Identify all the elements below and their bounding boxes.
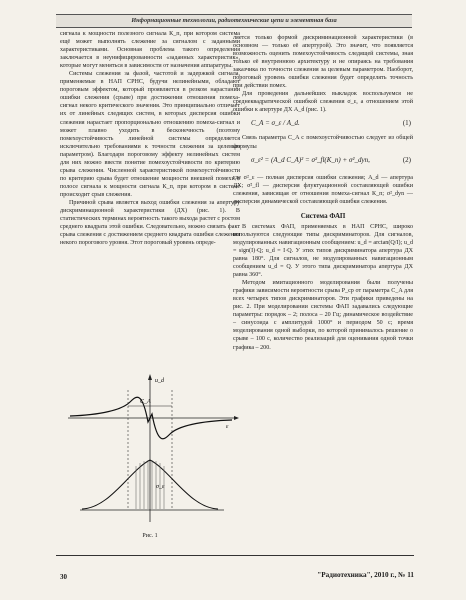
aperture-label: C_A bbox=[140, 399, 151, 405]
paragraph: Методом имитационного моделирования были получены графики зависимости вероятности срыва P_ср от параметра C_A для всех четырех типов дискриминаторов. Эти графики приведены на рис. 2. При моделировании системы ФАП задавались следующие параметры: порядок – 2; полоса – 20 Гц; динамическое воздействие – синусоида с амплитудой 1000° и периодом 50 с; время моделирования одной выборки, по которой принималось решение о срыве – 100 с, количество реализаций для оценивания одной точки графика – 200. bbox=[233, 280, 413, 351]
paragraph: Причиной срыва является выход ошибки слежения за апертуру дискриминационной характеристики (ДХ) (рис. 1). В статистических терминах вероятность такого выхода растет с ростом среднего квадрата этой ошибки. Следовательно, можно связать факт срыва слежения с достижением среднего квадрата ошибки слежения некого порогового уровня. Этот пороговый уровень опреде- bbox=[60, 199, 240, 247]
x-axis-arrow bbox=[234, 416, 239, 420]
ud-axis-label: u_d bbox=[155, 378, 164, 384]
x-axis-label: ε bbox=[226, 424, 229, 430]
formula-2 bbox=[233, 154, 413, 171]
paragraph: Связь параметра C_A с помехоустойчивостью следует из общей формулы bbox=[233, 135, 413, 150]
section-title: Система ФАП bbox=[300, 211, 346, 220]
formula-1 bbox=[233, 117, 413, 131]
figure-1-discriminator-plot bbox=[60, 370, 240, 530]
left-column bbox=[60, 30, 240, 247]
paragraph: В системах ФАП, применяемых в НАП СРНС, широко используются следующие типы дискриминаторов. Для сигналов, модулированных навигационным сообщением: u_d = arctan(Q/I); u_d = sign(I)·Q; u_d = I·Q. У этих типов дискриминатора апертура ДХ равна 180°. Для сигналов, не модулированных навигационным сообщением u_d = Q. У этого типа дискриминатора апертура ДХ равна 360°. bbox=[233, 223, 413, 279]
formula-1-expression: C_A = σ_ε / A_d. bbox=[251, 119, 300, 128]
paragraph: ляется только формой дискриминационной характеристики (в основном — только её апертурой). Это значит, что появляется возможность оценить помехоустойчивость следящей системы, зная только её внутреннюю архитектуру и не опираясь на требования заказчика по точности слежения за целевым параметром. Наоборот, пороговый уровень ошибки слежения будет определять точность при действии помех. bbox=[233, 35, 413, 90]
formula-2-expression: σ_ε² = (A_d C_A)² = σ²_fl(K_п) + σ²_dyn, bbox=[251, 155, 370, 164]
formula-1-number: (1) bbox=[402, 119, 411, 128]
running-header: Информационные технологии, радиотехнические цепи и элементная база bbox=[56, 14, 412, 28]
footer-rule bbox=[56, 555, 414, 556]
page-number: 30 bbox=[60, 573, 67, 581]
paragraph: Системы слежения за фазой, частотой и задержкой сигнала, применяемые в НАП СРНС, будучи нелинейными, обладают пороговым эффектом, который проявляется в резком нарастании ошибки слежения (срыве) при достижении отношения помеха-сигнал некого критического значения. Это принципиально отличает их от линейных следящих систем, в которых дисперсия ошибки слежения нарастает пропорционально отношению помеха-сигнал и может плавно уходить в бесконечность (поэтому помехоустойчивость линейной системы определяется исключительно требованиями к точности слежения за целевым параметром). Благодаря пороговому эффекту нелинейных систем для них можно ввести понятие помехоустойчивости по критерию срыва слежения. Численной характеристикой помехоустойчивости по критерию срыва будет отношение мощности внешней помехи в полосе сигнала к мощности сигнала К_п, при котором в системе происходит срыв слежения. bbox=[60, 71, 240, 198]
figure-caption: Рис. 1 bbox=[142, 533, 158, 539]
y-axis-arrow bbox=[148, 374, 152, 380]
sigma-label: σ_ε bbox=[156, 484, 165, 490]
paragraph: Для проведения дальнейших выкладок воспользуемся не среднеквадратической ошибкой слежения σ_ε, а отношением этой ошибки к апертуре ДХ A_d (рис. 1). bbox=[233, 91, 413, 114]
journal-citation: "Радиотехника", 2010 г., № 11 bbox=[317, 571, 414, 579]
paragraph: сигнала к мощности полезного сигнала К_п, при котором система ещё может выполнять слежение за сигналом с заданными характеристиками. Основная проблема такого определения заключается в неунифицированности «заданных характеристик», которые могут меняться в зависимости от назначения аппаратуры. bbox=[60, 31, 240, 70]
paragraph: где σ²_ε — полная дисперсия ошибки слежения; A_d — апертура ДХ; σ²_fl — дисперсия флуктуационной составляющей ошибки слежения, зависящая от отношения помеха-сигнал К_п; σ²_dyn — дисперсия динамической составляющей ошибки слежения. bbox=[233, 174, 413, 205]
right-column bbox=[233, 34, 413, 352]
formula-2-number: (2) bbox=[402, 155, 411, 164]
